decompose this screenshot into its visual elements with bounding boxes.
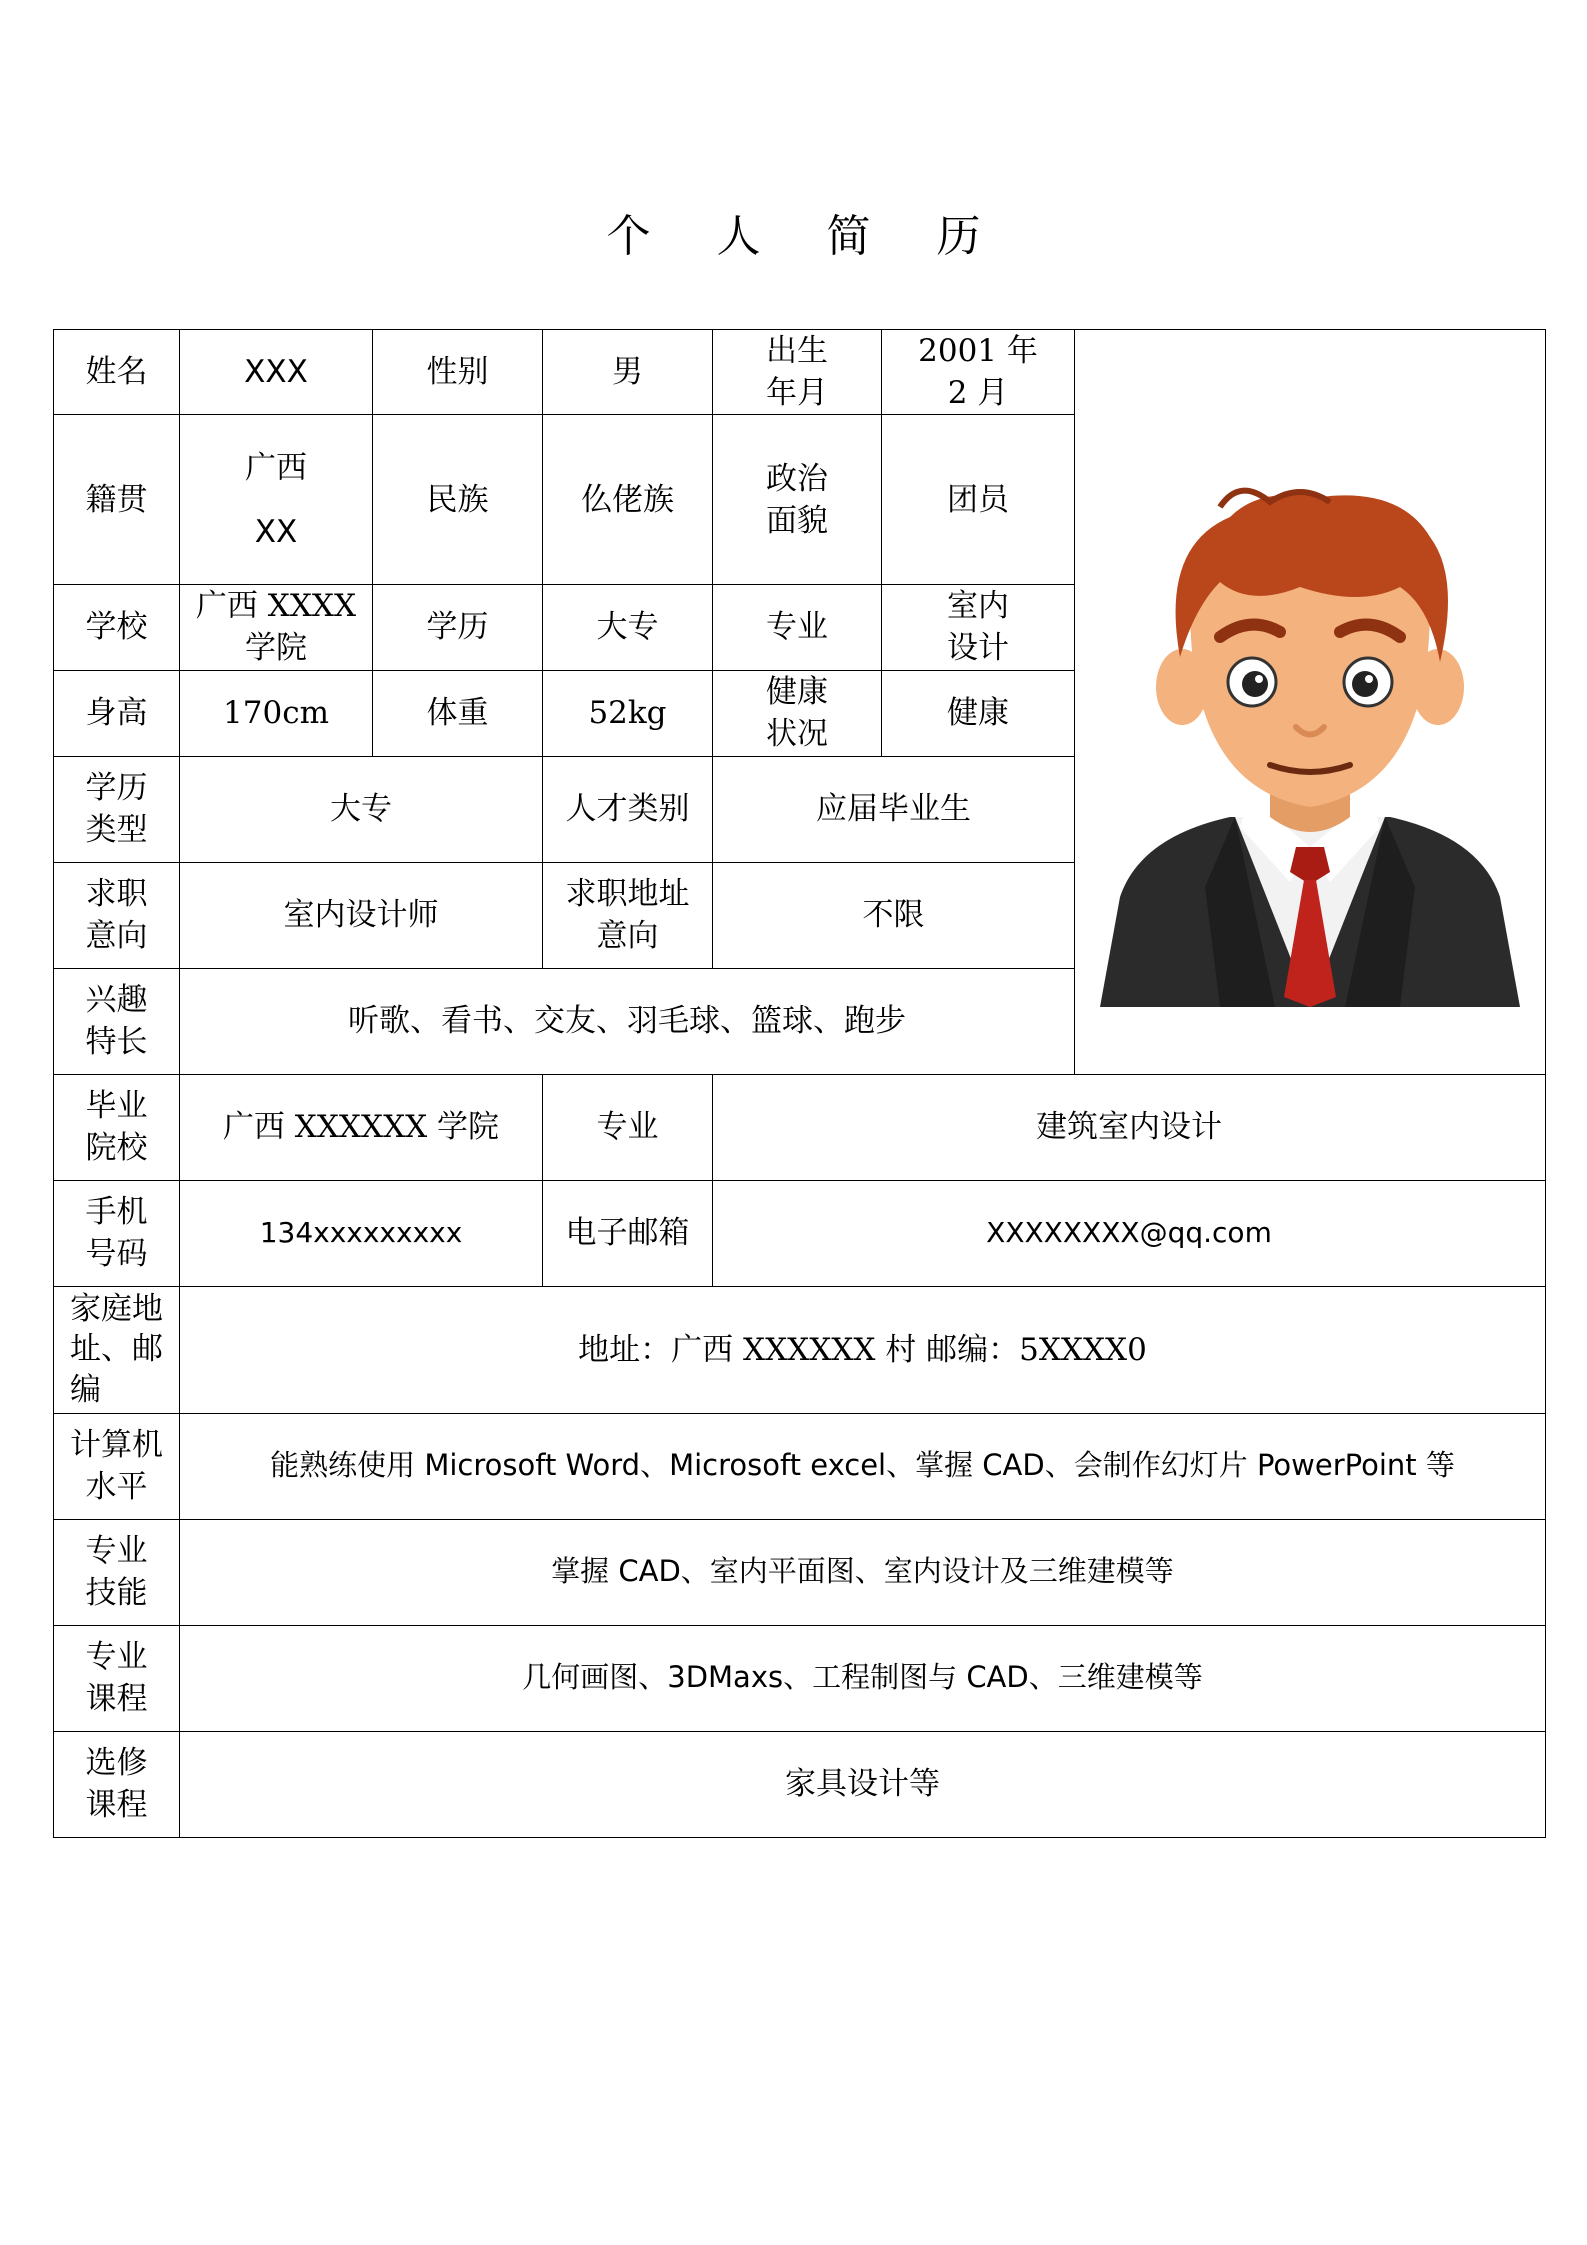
height-value: 170cm (180, 670, 373, 756)
health-label-line1: 健康 (766, 673, 828, 710)
skills-label-line1: 专业 (85, 1532, 148, 1569)
job-place-value: 不限 (713, 862, 1075, 968)
computer-label (54, 1413, 180, 1519)
email-value: XXXXXXXX@qq.com (713, 1180, 1546, 1286)
job-place-label-line2: 意向 (596, 918, 659, 955)
edu-type-value: 大专 (180, 756, 543, 862)
job-place-label (543, 862, 713, 968)
courses-value: 几何画图、3DMaxs、工程制图与 CAD、三维建模等 (180, 1625, 1546, 1731)
job-label-line1: 求职 (85, 875, 148, 912)
courses-label-line1: 专业 (85, 1638, 148, 1675)
electives-label (54, 1731, 180, 1837)
table-row (54, 1074, 1546, 1180)
hobby-label (54, 968, 180, 1074)
grad-label-line1: 毕业 (85, 1087, 148, 1124)
computer-label-line2: 水平 (85, 1469, 148, 1506)
edu-label: 学历 (373, 585, 543, 670)
table-row (54, 1413, 1546, 1519)
talent-value: 应届毕业生 (713, 756, 1075, 862)
computer-value: 能熟练使用 Microsoft Word、Microsoft excel、掌握 CAD、会制作幻灯片 PowerPoint 等 (180, 1413, 1546, 1519)
origin-label: 籍贯 (54, 415, 180, 585)
birth-value-month: 2 月 (947, 375, 1009, 412)
major-value-line2: 设计 (947, 630, 1009, 667)
birth-value-year: 2001 年 (918, 333, 1038, 369)
grad-major-label: 专业 (543, 1074, 713, 1180)
table-row (54, 1180, 1546, 1286)
name-value: XXX (180, 330, 373, 415)
skills-value: 掌握 CAD、室内平面图、室内设计及三维建模等 (180, 1519, 1546, 1625)
health-value: 健康 (882, 670, 1075, 756)
table-row (54, 1286, 1546, 1413)
birth-label-line2: 年月 (766, 375, 828, 412)
birth-value (882, 330, 1075, 415)
edu-value: 大专 (543, 585, 713, 670)
edu-type-label-line1: 学历 (85, 769, 148, 806)
hobby-label-line1: 兴趣 (85, 981, 148, 1018)
birth-label-line1: 出生 (766, 333, 828, 369)
political-label-line2: 面貌 (766, 502, 828, 539)
major-value (882, 585, 1075, 670)
school-label: 学校 (54, 585, 180, 670)
hobby-value: 听歌、看书、交友、羽毛球、篮球、跑步 (180, 968, 1075, 1074)
grad-school-value: 广西 XXXXXX 学院 (180, 1074, 543, 1180)
job-label (54, 862, 180, 968)
photo-cell (1075, 330, 1546, 1075)
school-value-line2: 学院 (245, 630, 307, 667)
page-title: 个 人 简 历 (606, 211, 1007, 262)
health-label (713, 670, 882, 756)
table-row (54, 330, 1546, 415)
cartoon-man-avatar-icon (1100, 487, 1520, 1007)
weight-label: 体重 (373, 670, 543, 756)
school-value (180, 585, 373, 670)
job-value: 室内设计师 (180, 862, 543, 968)
phone-label (54, 1180, 180, 1286)
major-value-line1: 室内 (947, 588, 1009, 625)
origin-value (180, 415, 373, 585)
political-label-line1: 政治 (766, 460, 828, 497)
job-place-label-line1: 求职地址 (565, 875, 690, 912)
phone-value: 134xxxxxxxxx (180, 1180, 543, 1286)
skills-label-line2: 技能 (85, 1575, 148, 1612)
resume-table (53, 329, 1546, 1838)
weight-value: 52kg (543, 670, 713, 756)
table-row (54, 1519, 1546, 1625)
address-label-line3: 编 (70, 1371, 101, 1408)
major-label: 专业 (713, 585, 882, 670)
electives-label-line1: 选修 (85, 1744, 148, 1781)
edu-type-label (54, 756, 180, 862)
electives-value: 家具设计等 (180, 1731, 1546, 1837)
address-label (54, 1286, 180, 1413)
address-label-line2: 址、邮 (70, 1331, 163, 1368)
ethnic-value: 仫佬族 (543, 415, 713, 585)
table-row (54, 1731, 1546, 1837)
address-label-line1: 家庭地 (70, 1291, 163, 1328)
political-label (713, 415, 882, 585)
origin-value-line2: XX (254, 513, 298, 550)
job-label-line2: 意向 (85, 918, 148, 955)
health-label-line2: 状况 (766, 716, 828, 753)
name-label: 姓名 (54, 330, 180, 415)
courses-label (54, 1625, 180, 1731)
edu-type-label-line2: 类型 (85, 812, 148, 849)
phone-label-line1: 手机 (85, 1193, 148, 1230)
grad-label (54, 1074, 180, 1180)
school-value-line1: 广西 XXXX (195, 588, 357, 625)
political-value: 团员 (882, 415, 1075, 585)
birth-label (713, 330, 882, 415)
grad-major-value: 建筑室内设计 (713, 1074, 1546, 1180)
phone-label-line2: 号码 (85, 1236, 148, 1273)
gender-label: 性别 (373, 330, 543, 415)
email-label: 电子邮箱 (543, 1180, 713, 1286)
computer-label-line1: 计算机 (70, 1426, 163, 1463)
hobby-label-line2: 特长 (85, 1024, 148, 1061)
grad-label-line2: 院校 (85, 1130, 148, 1167)
courses-label-line2: 课程 (85, 1681, 148, 1718)
origin-value-line1: 广西 (245, 449, 307, 486)
ethnic-label: 民族 (373, 415, 543, 585)
skills-label (54, 1519, 180, 1625)
address-value: 地址：广西 XXXXXX 村 邮编：5XXXX0 (180, 1286, 1546, 1413)
gender-value: 男 (543, 330, 713, 415)
electives-label-line2: 课程 (85, 1787, 148, 1824)
talent-label: 人才类别 (543, 756, 713, 862)
height-label: 身高 (54, 670, 180, 756)
table-row (54, 1625, 1546, 1731)
